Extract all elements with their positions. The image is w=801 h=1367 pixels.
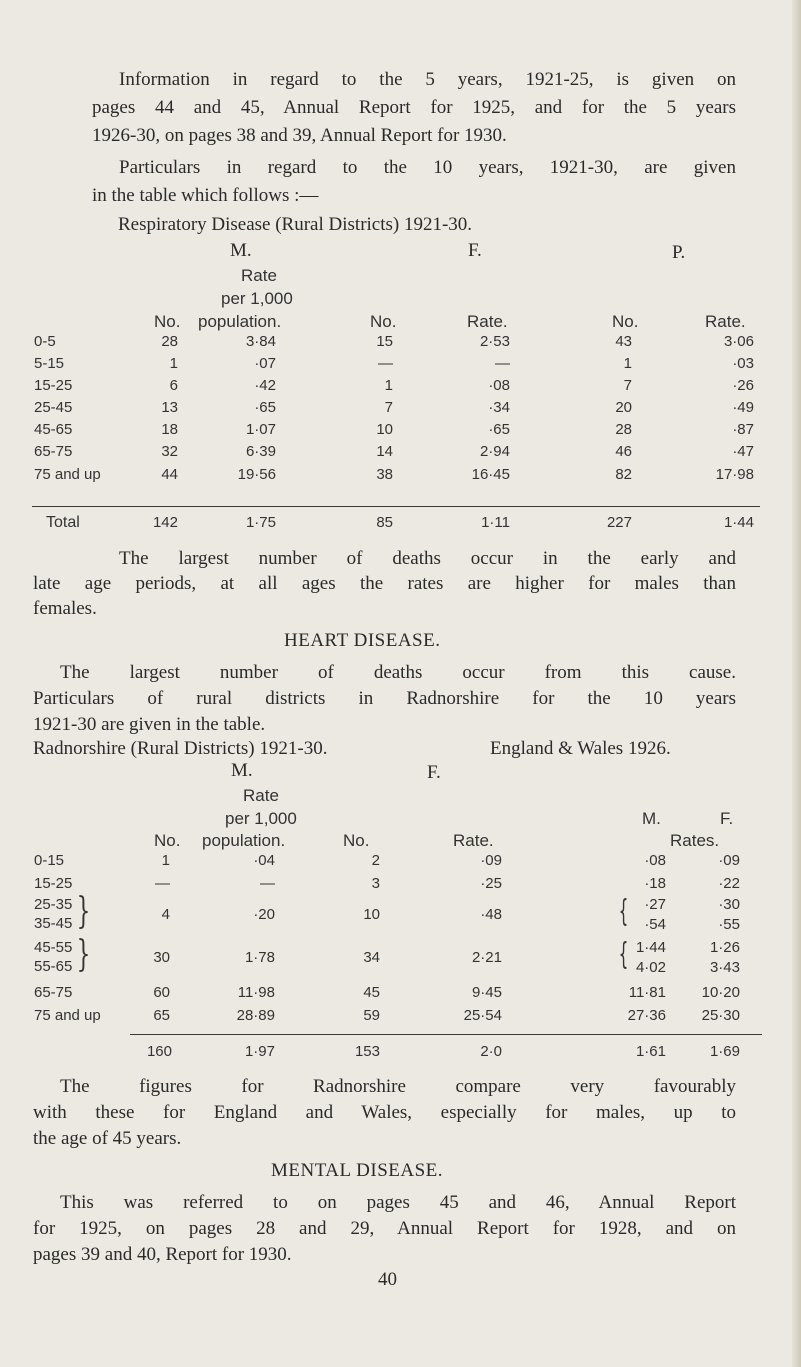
row-f-no: 14 <box>376 443 393 460</box>
heart-line-1: The largest number of deaths occur from this cause. <box>60 662 736 683</box>
row-m-rate: ·07 <box>254 355 276 372</box>
row-m-rate: ·04 <box>253 852 275 869</box>
table-divider <box>32 506 760 507</box>
heart-header-m: M. <box>231 760 253 781</box>
total-p-rate: 1·44 <box>723 514 754 531</box>
total-f-rate: 2·0 <box>480 1043 502 1060</box>
row-f-rate: ·48 <box>480 906 502 923</box>
row-m-rate: — <box>260 875 275 892</box>
row-m-no: 1 <box>169 355 178 372</box>
row-ew-f-b: ·55 <box>718 916 740 933</box>
total-m-no: 142 <box>152 514 178 531</box>
row-m-rate: 1·07 <box>245 421 276 438</box>
resp-header-f-no: No. <box>370 312 397 331</box>
row-ew-m: 27·36 <box>627 1007 666 1024</box>
row-p-no: 82 <box>615 466 632 483</box>
total-p-no: 227 <box>606 514 632 531</box>
row-p-rate: ·87 <box>732 421 754 438</box>
row-p-rate: ·47 <box>732 443 754 460</box>
row-m-no: 4 <box>161 906 170 923</box>
row-m-no: — <box>155 875 170 892</box>
ew-brace: { <box>618 937 629 972</box>
total-ew-m: 1·61 <box>635 1043 666 1060</box>
para3-line-3: the age of 45 years. <box>33 1128 182 1149</box>
row-m-no: 18 <box>161 421 178 438</box>
row-age: 25-45 <box>34 399 73 416</box>
row-age: 0-15 <box>34 852 65 869</box>
row-f-no: 2 <box>371 852 380 869</box>
row-m-no: 1 <box>161 852 170 869</box>
row-age-b: 55-65 <box>34 958 73 975</box>
row-ew-m: ·18 <box>644 875 666 892</box>
intro-line-1: Information in regard to the 5 years, 1921-25, is given on <box>119 69 736 90</box>
heart-table-title-left: Radnorshire (Rural Districts) 1921-30. <box>33 738 328 759</box>
row-f-rate: 2·94 <box>479 443 510 460</box>
total-ew-f: 1·69 <box>709 1043 740 1060</box>
row-m-rate: 1·78 <box>244 949 275 966</box>
row-f-rate: ·34 <box>488 399 510 416</box>
mental-line-3: pages 39 and 40, Report for 1930. <box>33 1244 292 1265</box>
resp-header-f-rate: Rate. <box>467 312 508 331</box>
mental-line-1: This was referred to on pages 45 and 46, Annual Report <box>60 1192 736 1213</box>
row-ew-f: ·22 <box>718 875 740 892</box>
merge-brace: } <box>76 934 91 975</box>
row-age-a: 25-35 <box>34 896 73 913</box>
row-ew-f-b: 3·43 <box>709 959 740 976</box>
total-m-rate: 1·75 <box>245 514 276 531</box>
row-f-no: 59 <box>363 1007 380 1024</box>
row-age: 65-75 <box>34 443 73 460</box>
resp-header-p-no: No. <box>612 312 639 331</box>
row-ew-m-a: 1·44 <box>635 939 666 956</box>
total-m-no: 160 <box>146 1043 172 1060</box>
total-f-no: 153 <box>354 1043 380 1060</box>
total-f-rate: 1·11 <box>481 514 510 531</box>
row-age-b: 35-45 <box>34 915 73 932</box>
row-p-no: 43 <box>615 333 632 350</box>
row-m-no: 44 <box>161 466 178 483</box>
row-p-rate: ·26 <box>732 377 754 394</box>
page-edge-shadow <box>792 0 801 1367</box>
row-m-rate: 28·89 <box>236 1007 275 1024</box>
resp-header-per: per 1,000 <box>221 289 293 308</box>
row-p-rate: 17·98 <box>715 466 754 483</box>
row-f-rate: 25·54 <box>463 1007 502 1024</box>
row-age: 15-25 <box>34 377 73 394</box>
row-f-no: 38 <box>376 466 393 483</box>
row-p-no: 20 <box>615 399 632 416</box>
heart-disease-heading: HEART DISEASE. <box>284 630 441 651</box>
row-f-rate: ·25 <box>480 875 502 892</box>
row-ew-m-a: ·27 <box>644 896 666 913</box>
row-age: 65-75 <box>34 984 73 1001</box>
row-f-rate: ·65 <box>488 421 510 438</box>
row-f-no: 3 <box>371 875 380 892</box>
row-p-no: 7 <box>623 377 632 394</box>
mental-disease-heading: MENTAL DISEASE. <box>271 1160 444 1181</box>
resp-header-f: F. <box>468 240 482 261</box>
heart-header-ew-m: M. <box>642 809 661 828</box>
row-m-no: 28 <box>161 333 178 350</box>
row-f-no: 10 <box>376 421 393 438</box>
row-p-no: 1 <box>623 355 632 372</box>
row-age: 45-65 <box>34 421 73 438</box>
row-age: 0-5 <box>34 333 56 350</box>
intro-line-4: Particulars in regard to the 10 years, 1921-30, are given <box>119 157 736 178</box>
row-p-rate: 3·06 <box>723 333 754 350</box>
row-m-no: 30 <box>153 949 170 966</box>
total-f-no: 85 <box>376 514 393 531</box>
row-age-a: 45-55 <box>34 939 73 956</box>
row-age: 5-15 <box>34 355 65 372</box>
row-m-rate: 19·56 <box>237 466 276 483</box>
heart-header-ew-f: F. <box>720 809 734 828</box>
heart-header-rate: Rate <box>243 786 279 805</box>
row-ew-f: 25·30 <box>701 1007 740 1024</box>
para2-line-2: late age periods, at all ages the rates are higher for males than <box>33 573 736 594</box>
row-m-no: 13 <box>161 399 178 416</box>
resp-header-rate: Rate <box>241 266 277 285</box>
row-ew-f: 10·20 <box>701 984 740 1001</box>
row-m-rate: ·20 <box>253 906 275 923</box>
row-ew-f-a: 1·26 <box>709 939 740 956</box>
row-f-rate: — <box>495 355 510 372</box>
merge-brace: } <box>76 891 91 932</box>
para2-line-3: females. <box>33 598 97 619</box>
row-m-no: 6 <box>169 377 178 394</box>
row-m-rate: 11·98 <box>237 984 275 1001</box>
heart-table-title-right: England & Wales 1926. <box>490 738 671 759</box>
row-f-rate: 2·21 <box>471 949 502 966</box>
mental-line-2: for 1925, on pages 28 and 29, Annual Report for 1928, and on <box>33 1218 736 1239</box>
row-ew-m: 11·81 <box>628 984 666 1001</box>
total-label: Total <box>46 514 80 531</box>
ew-brace: { <box>618 894 629 929</box>
row-f-rate: 2·53 <box>479 333 510 350</box>
row-p-rate: ·03 <box>732 355 754 372</box>
intro-line-3: 1926-30, on pages 38 and 39, Annual Report for 1930. <box>92 125 507 146</box>
intro-line-2: pages 44 and 45, Annual Report for 1925, and for the 5 years <box>92 97 736 118</box>
heart-header-f-rate: Rate. <box>453 831 494 850</box>
heart-header-f-no: No. <box>343 831 370 850</box>
row-f-rate: ·09 <box>480 852 502 869</box>
resp-header-m: M. <box>230 240 252 261</box>
para2-line-1: The largest number of deaths occur in the early and <box>119 548 736 569</box>
heart-header-per: per 1,000 <box>225 809 297 828</box>
heart-line-3: 1921-30 are given in the table. <box>33 714 266 735</box>
row-ew-m-b: ·54 <box>644 916 666 933</box>
total-m-rate: 1·97 <box>244 1043 275 1060</box>
heart-header-f: F. <box>427 762 441 783</box>
para3-line-2: with these for England and Wales, especially for males, up to <box>33 1102 736 1123</box>
row-age: 75 and up <box>34 1007 101 1024</box>
row-m-rate: ·65 <box>254 399 276 416</box>
intro-line-5: in the table which follows :— <box>92 185 319 206</box>
heart-header-m-no: No. <box>154 831 181 850</box>
row-p-no: 28 <box>615 421 632 438</box>
row-ew-m: ·08 <box>644 852 666 869</box>
row-m-rate: 3·84 <box>245 333 276 350</box>
row-f-no: 34 <box>363 949 380 966</box>
heart-header-ew-rates: Rates. <box>670 831 720 850</box>
row-ew-m-b: 4·02 <box>635 959 666 976</box>
row-m-no: 32 <box>161 443 178 460</box>
heart-header-m-rate: population. <box>202 831 286 850</box>
row-f-no: 45 <box>363 984 380 1001</box>
row-m-rate: ·42 <box>254 377 276 394</box>
row-ew-f: ·09 <box>718 852 740 869</box>
resp-header-m-no: No. <box>154 312 181 331</box>
row-age: 75 and up <box>34 466 101 483</box>
resp-header-p-rate: Rate. <box>705 312 746 331</box>
row-f-no: 15 <box>376 333 393 350</box>
row-m-no: 65 <box>153 1007 170 1024</box>
respiratory-table-title: Respiratory Disease (Rural Districts) 1921-30. <box>118 214 473 235</box>
resp-header-m-rate: population. <box>198 312 282 331</box>
row-f-rate: ·08 <box>488 377 510 394</box>
row-p-no: 46 <box>615 443 632 460</box>
row-m-no: 60 <box>153 984 170 1001</box>
para3-line-1: The figures for Radnorshire compare very favourably <box>60 1076 736 1097</box>
page-number: 40 <box>378 1269 397 1290</box>
row-f-no: — <box>378 355 393 372</box>
row-f-rate: 16·45 <box>471 466 510 483</box>
heart-line-2: Particulars of rural districts in Radnorshire for the 10 years <box>33 688 736 709</box>
row-ew-f-a: ·30 <box>718 896 740 913</box>
row-f-no: 1 <box>384 377 393 394</box>
resp-header-p: P. <box>672 242 686 263</box>
table-divider <box>130 1034 762 1035</box>
row-m-rate: 6·39 <box>245 443 276 460</box>
row-f-no: 7 <box>384 399 393 416</box>
row-p-rate: ·49 <box>732 399 754 416</box>
row-f-rate: 9·45 <box>471 984 502 1001</box>
row-f-no: 10 <box>363 906 380 923</box>
row-age: 15-25 <box>34 875 73 892</box>
